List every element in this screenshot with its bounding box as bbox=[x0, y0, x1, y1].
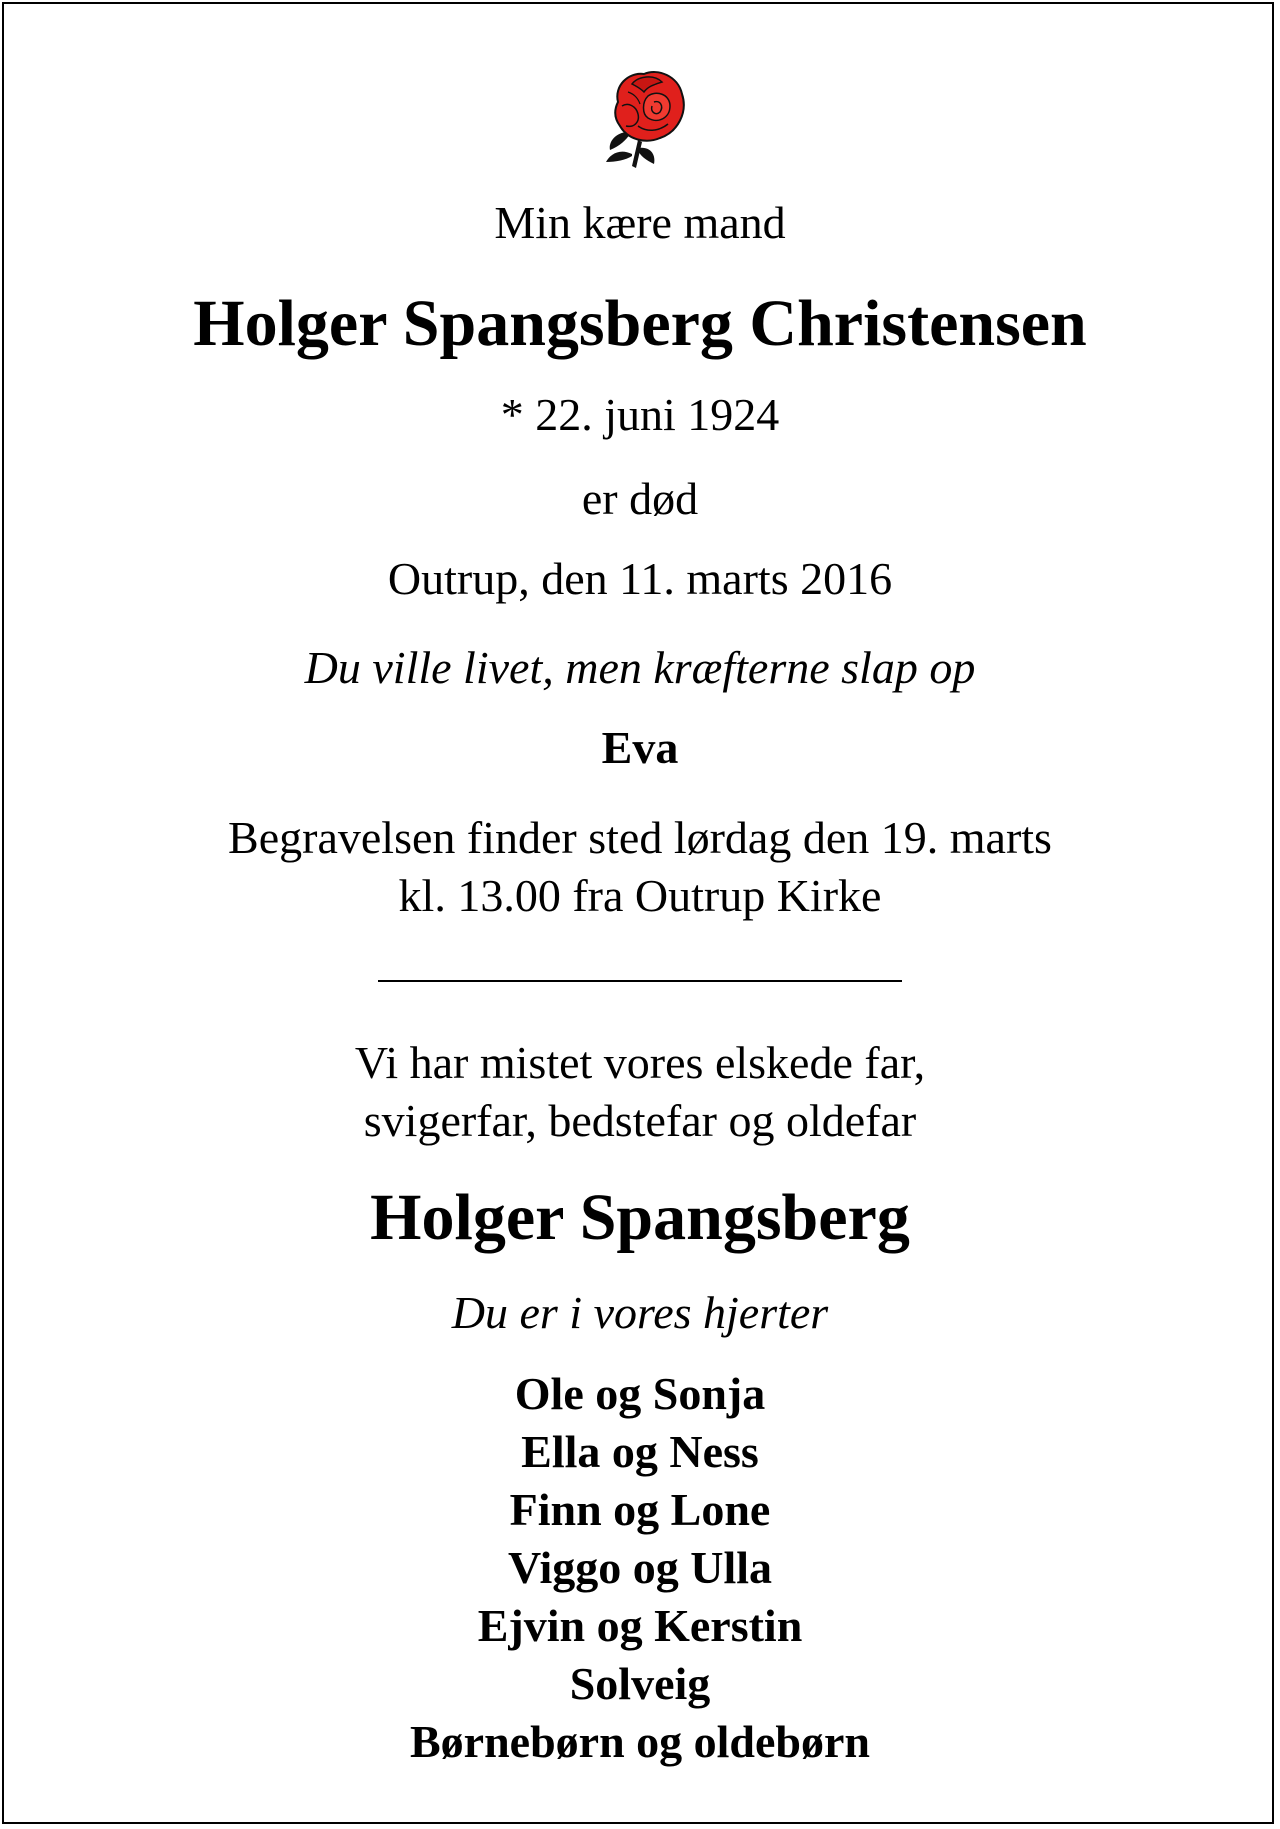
place-and-date: Outrup, den 11. marts 2016 bbox=[387, 553, 893, 604]
deceased-full-name: Holger Spangsberg Christensen bbox=[193, 287, 1087, 360]
second-quote: Du er i vores hjerter bbox=[451, 1287, 829, 1338]
second-intro-line: Vi har mistet vores elskede far, bbox=[354, 1037, 926, 1088]
second-intro bbox=[0, 1034, 1280, 1150]
signers-list bbox=[0, 1365, 1280, 1771]
divider bbox=[378, 980, 902, 982]
signer-item: Finn og Lone bbox=[509, 1484, 771, 1535]
intro-text: Min kære mand bbox=[494, 197, 786, 248]
second-intro-line: svigerfar, bedstefar og oldefar bbox=[363, 1095, 917, 1146]
signer-item: Viggo og Ulla bbox=[507, 1542, 773, 1593]
funeral-line: kl. 13.00 fra Outrup Kirke bbox=[398, 870, 882, 921]
deceased-name: Holger Spangsberg bbox=[370, 1181, 910, 1254]
died-text: er død bbox=[581, 473, 699, 524]
birth-date: * 22. juni 1924 bbox=[500, 389, 780, 440]
funeral-line: Begravelsen finder sted lørdag den 19. marts bbox=[228, 812, 1052, 863]
funeral-info bbox=[0, 809, 1280, 925]
signer-name: Eva bbox=[601, 722, 679, 773]
rose-icon bbox=[598, 62, 690, 176]
signer-item: Ole og Sonja bbox=[514, 1368, 766, 1419]
quote-text: Du ville livet, men kræfterne slap op bbox=[304, 642, 976, 693]
signer-item: Solveig bbox=[569, 1658, 711, 1709]
signer-item: Ejvin og Kerstin bbox=[477, 1600, 803, 1651]
signer-item: Børnebørn og oldebørn bbox=[409, 1716, 871, 1767]
signer-item: Ella og Ness bbox=[521, 1426, 759, 1477]
